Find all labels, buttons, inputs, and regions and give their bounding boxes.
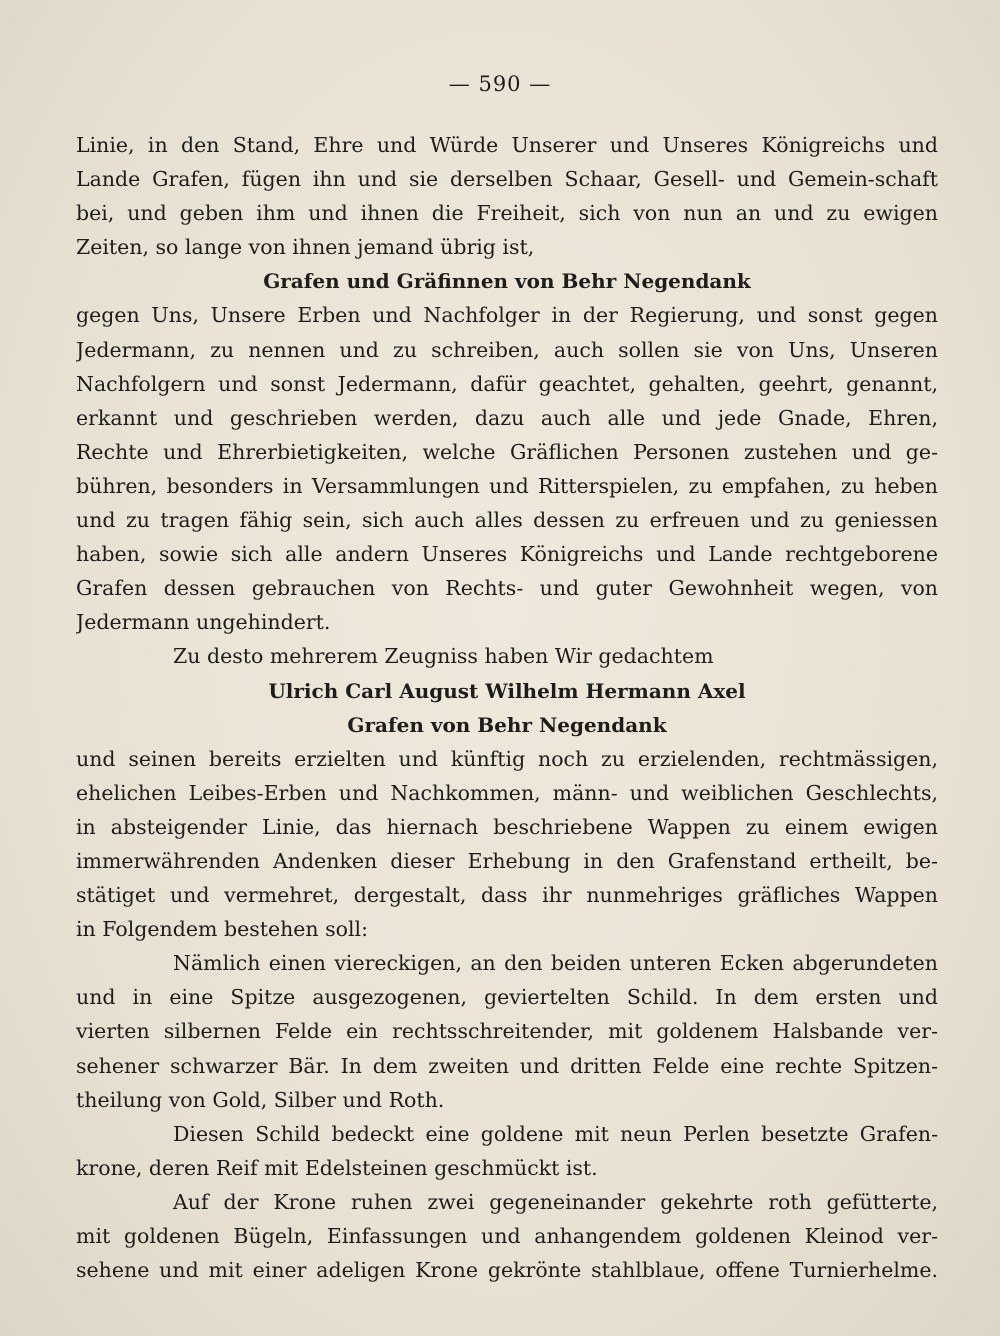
heading-line: Grafen von Behr Negendank bbox=[347, 712, 667, 737]
heading-line: Grafen und Gräfinnen von Behr Negendank bbox=[263, 269, 751, 294]
text-line: Grafen dessen gebrauchen von Rechts- und guter Gewohnheit wegen, von bbox=[76, 576, 938, 601]
text-line: immerwährenden Andenken dieser Erhebung in den Grafenstand ertheilt, be- bbox=[76, 848, 938, 873]
page-number: — 590 — bbox=[448, 72, 552, 96]
text-line: Nämlich einen viereckigen, an den beiden unteren Ecken abgerundeten bbox=[173, 951, 938, 976]
text-line: Jedermann ungehindert. bbox=[76, 610, 331, 635]
text-line: erkannt und geschrieben werden, dazu auch alle und jede Gnade, Ehren, bbox=[76, 405, 938, 430]
body-text bbox=[76, 128, 938, 1287]
text-line: theilung von Gold, Silber und Roth. bbox=[76, 1087, 445, 1112]
text-line: bühren, besonders in Versammlungen und Ritterspielen, zu empfahen, zu heben bbox=[76, 473, 938, 498]
text-line: Jedermann, zu nennen und zu schreiben, auch sollen sie von Uns, Unseren bbox=[76, 337, 938, 362]
text-line: und in eine Spitze ausgezogenen, geviertelten Schild. In dem ersten und bbox=[76, 985, 938, 1010]
text-line: bei, und geben ihm und ihnen die Freiheit, sich von nun an und zu ewigen bbox=[76, 201, 938, 226]
text-line: Rechte und Ehrerbietigkeiten, welche Gräflichen Personen zustehen und ge- bbox=[76, 439, 938, 464]
text-line: in absteigender Linie, das hiernach beschriebene Wappen zu einem ewigen bbox=[76, 814, 938, 839]
text-line: ehelichen Leibes-Erben und Nachkommen, männ- und weiblichen Geschlechts, bbox=[76, 780, 938, 805]
text-line: vierten silbernen Felde ein rechtsschreitender, mit goldenem Halsbande ver- bbox=[76, 1019, 938, 1044]
text-line: Diesen Schild bedeckt eine goldene mit neun Perlen besetzte Grafen- bbox=[173, 1121, 938, 1146]
text-line: Nachfolgern und sonst Jedermann, dafür geachtet, gehalten, geehrt, genannt, bbox=[76, 371, 938, 396]
text-line: krone, deren Reif mit Edelsteinen geschmückt ist. bbox=[76, 1155, 598, 1180]
heading-line: Ulrich Carl August Wilhelm Hermann Axel bbox=[268, 678, 746, 703]
text-line: und zu tragen fähig sein, sich auch alles dessen zu erfreuen und zu geniessen bbox=[76, 508, 938, 533]
text-line: Lande Grafen, fügen ihn und sie derselben Schaar, Gesell- und Gemein-schaft bbox=[76, 167, 938, 192]
text-line: Zeiten, so lange von ihnen jemand übrig ist, bbox=[76, 235, 535, 260]
text-line: Auf der Krone ruhen zwei gegeneinander gekehrte roth gefütterte, bbox=[173, 1189, 938, 1214]
text-line: haben, sowie sich alle andern Unseres Königreichs und Lande rechtgeborene bbox=[76, 542, 938, 567]
text-line: Linie, in den Stand, Ehre und Würde Unserer und Unseres Königreichs und bbox=[76, 133, 938, 157]
text-line: gegen Uns, Unsere Erben und Nachfolger in der Regierung, und sonst gegen bbox=[76, 303, 938, 328]
text-line: in Folgendem bestehen soll: bbox=[76, 917, 369, 942]
text-line: sehener schwarzer Bär. In dem zweiten und dritten Felde eine rechte Spitzen- bbox=[76, 1053, 938, 1078]
text-line: Zu desto mehrerem Zeugniss haben Wir gedachtem bbox=[173, 644, 714, 669]
text-line: und seinen bereits erzielten und künftig noch zu erzielenden, rechtmässigen, bbox=[76, 746, 938, 771]
text-line: stätiget und vermehret, dergestalt, dass ihr nunmehriges gräfliches Wappen bbox=[76, 883, 938, 908]
text-line: mit goldenen Bügeln, Einfassungen und anhangendem goldenen Kleinod ver- bbox=[76, 1224, 938, 1248]
text-line: sehene und mit einer adeligen Krone gekrönte stahlblaue, offene Turnierhelme. bbox=[76, 1258, 938, 1283]
